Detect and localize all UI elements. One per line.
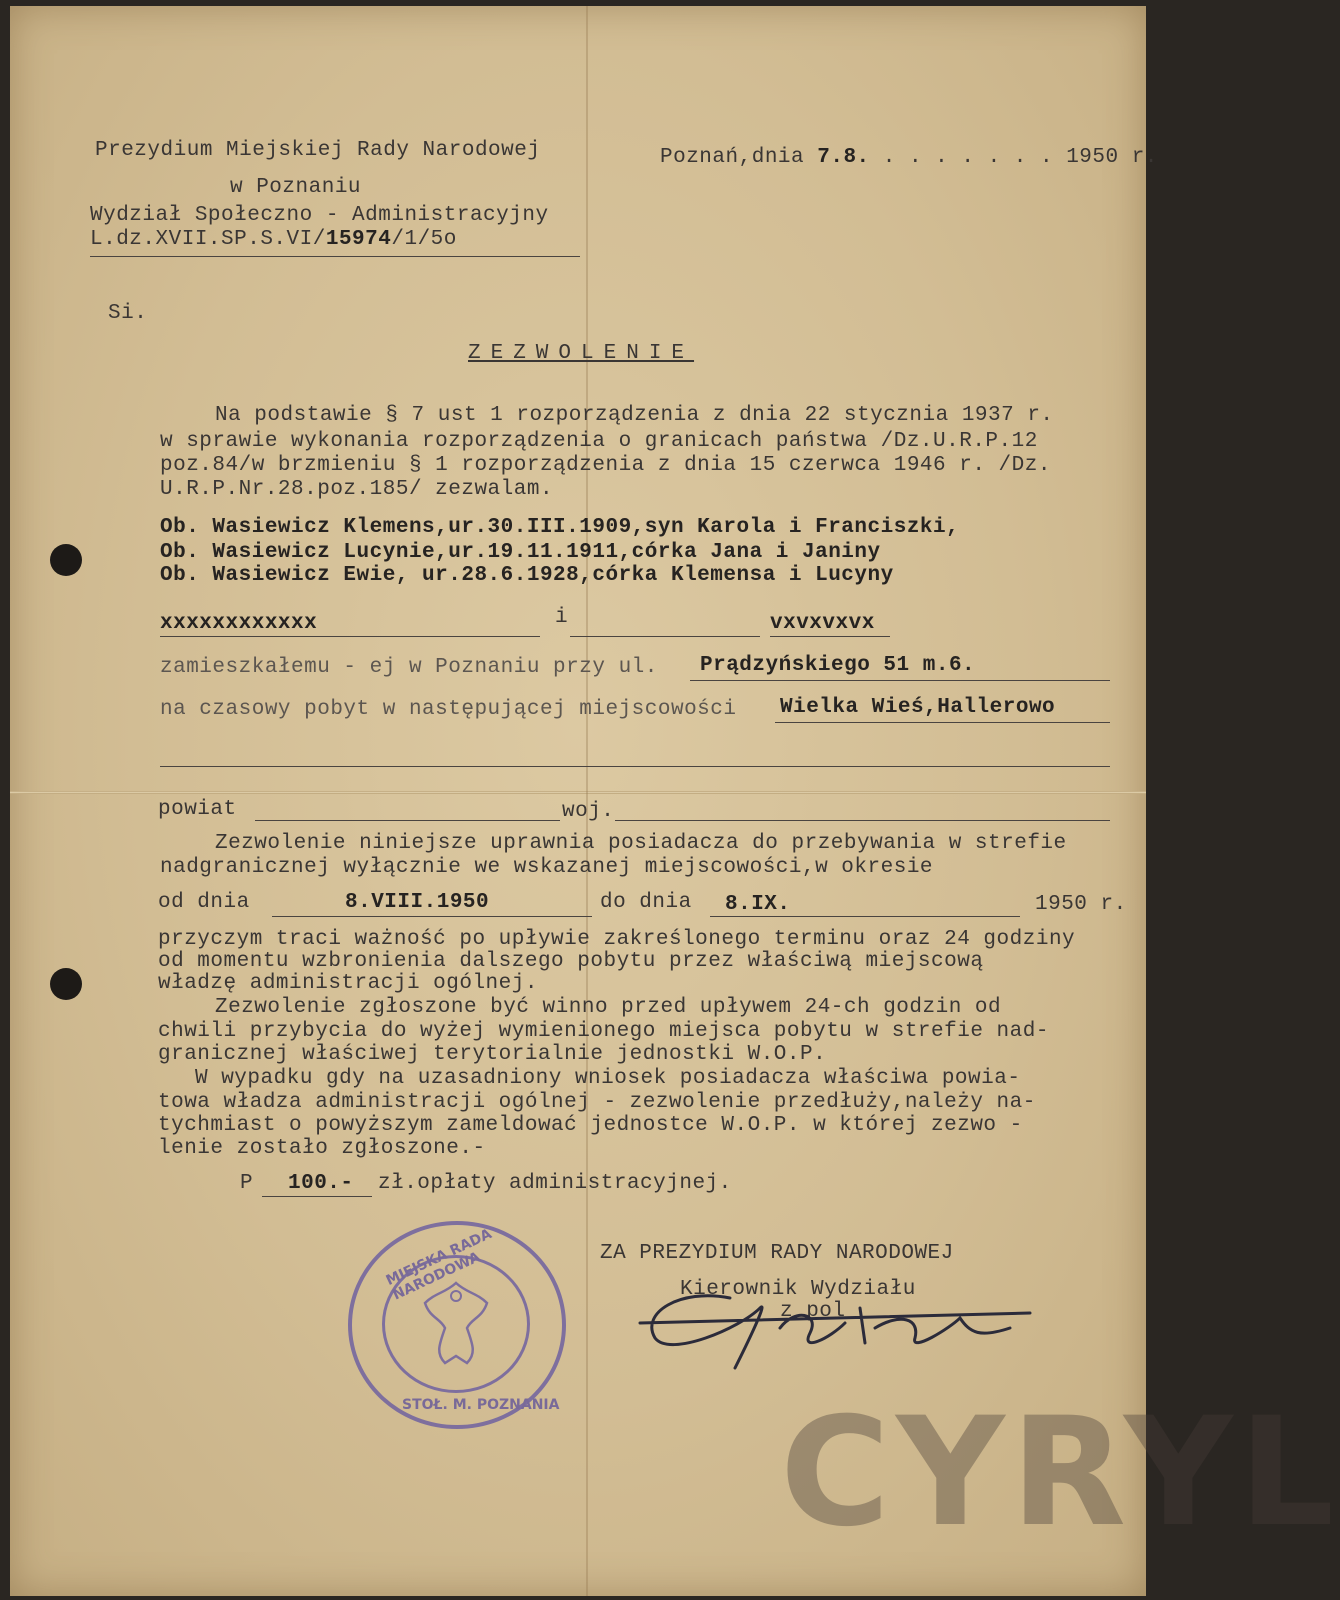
condition-line: granicznej właściwej terytorialnie jednostki W.O.P.: [158, 1043, 827, 1066]
person-entry: Ob. Wasiewicz Lucynie,ur.19.11.1911,córka Jana i Janiny: [160, 541, 881, 564]
condition-line: Zezwolenie zgłoszone być winno przed upływem 24-ch godzin od: [215, 996, 1002, 1019]
seal-outer-text: MIEJSKA RADA NARODOWA: [383, 1226, 495, 1304]
seal-bottom-text: STOŁ. M. POZNANIA: [402, 1397, 560, 1413]
struck-line-right: [770, 636, 890, 637]
struck-line-left: [160, 636, 540, 637]
punch-hole-bottom: [50, 968, 82, 1000]
reference-suffix: /1/5o: [391, 228, 457, 251]
struck-field-mid: i: [555, 606, 569, 629]
condition-line: władzę administracji ogólnej.: [158, 972, 538, 995]
residence-value: Prądzyńskiego 51 m.6.: [700, 654, 976, 677]
mark: Si.: [108, 302, 148, 325]
legal-basis-line: Na podstawie § 7 ust 1 rozporządzenia z dnia 22 stycznia 1937 r.: [215, 404, 1054, 427]
condition-line: przyczym traci ważność po upływie zakreślonego terminu oraz 24 godziny: [158, 928, 1076, 951]
horizontal-fold: [10, 791, 1146, 794]
blank-line: [160, 766, 1110, 767]
place-date-prefix: Poznań,dnia: [660, 146, 805, 169]
condition-line: chwili przybycia do wyżej wymienionego miejsca pobytu w strefie nad-: [158, 1020, 1049, 1043]
residence-underline: [690, 680, 1110, 681]
county-label: powiat: [158, 798, 237, 821]
punch-hole-top: [50, 544, 82, 576]
fee-label: zł.opłaty administracyjnej.: [378, 1172, 732, 1195]
document-sheet: [10, 6, 1340, 1596]
struck-field-left: xxxxxxxxxxxx: [160, 612, 318, 635]
period-year: 1950 r.: [1035, 893, 1127, 916]
institution-line2: w Poznaniu: [230, 176, 362, 199]
official-seal-icon: [348, 1221, 566, 1429]
period-to-value: 8.IX.: [725, 893, 791, 916]
date-year: 1950 r.: [1066, 146, 1158, 169]
legal-basis-line: w sprawie wykonania rozporządzenia o granicach państwa /Dz.U.R.P.12: [160, 430, 1038, 453]
handwritten-signature-icon: [620, 1268, 1060, 1378]
date-day: 7.8.: [817, 146, 870, 169]
reference-underline: [90, 256, 580, 257]
person-entry: Ob. Wasiewicz Ewie, ur.28.6.1928,córka Klemensa i Lucyny: [160, 564, 894, 587]
voivodeship-underline: [615, 820, 1110, 821]
place-date: Poznań,dnia 7.8. . . . . . . . 1950 r.: [660, 146, 1158, 169]
institution-line1: Prezydium Miejskiej Rady Narodowej: [95, 139, 541, 162]
voivodeship-label: woj.: [562, 800, 615, 823]
reference-prefix: L.dz.XVII.SP.S.VI/: [90, 228, 326, 251]
county-underline: [255, 820, 560, 821]
person-entry: Ob. Wasiewicz Klemens,ur.30.III.1909,syn Karola i Franciszki,: [160, 516, 960, 539]
fee-underline: [262, 1196, 372, 1197]
watermark-logo: CYRYL: [780, 1386, 1340, 1560]
condition-line: towa władza administracji ogólnej - zezwolenie przedłuży,należy na-: [158, 1091, 1036, 1114]
stay-value: Wielka Wieś,Hallerowo: [780, 696, 1056, 719]
period-from-underline: [272, 916, 592, 917]
fee-prefix: P: [240, 1172, 254, 1195]
reference-number: [90, 228, 457, 251]
struck-field-right: vxvxvxvx: [770, 612, 875, 635]
period-from-value: 8.VIII.1950: [345, 891, 490, 914]
condition-line: tychmiast o powyższym zameldować jednostce W.O.P. w której zezwo -: [158, 1114, 1023, 1137]
stay-underline: [775, 722, 1110, 723]
legal-basis-line: U.R.P.Nr.28.poz.185/ zezwalam.: [160, 478, 554, 501]
condition-line: lenie zostało zgłoszone.-: [158, 1137, 486, 1160]
period-to-underline: [710, 916, 1020, 917]
struck-line-mid: [570, 636, 760, 637]
period-to-label: do dnia: [600, 891, 692, 914]
residence-label: zamieszkałemu - ej w Poznaniu przy ul.: [160, 656, 658, 679]
signature-line3: z pol: [780, 1300, 846, 1323]
legal-basis-line: poz.84/w brzmieniu § 1 rozporządzenia z dnia 15 czerwca 1946 r. /Dz.: [160, 454, 1051, 477]
condition-line: W wypadku gdy na uzasadniony wniosek posiadacza właściwa powia-: [195, 1067, 1021, 1090]
period-from-label: od dnia: [158, 891, 250, 914]
stay-label: na czasowy pobyt w następującej miejscowości: [160, 698, 737, 721]
signature-line1: ZA PREZYDIUM RADY NARODOWEJ: [600, 1242, 954, 1265]
validity-line: nadgranicznej wyłącznie we wskazanej miejscowości,w okresie: [160, 856, 934, 879]
document-title: ZEZWOLENIE: [468, 342, 695, 365]
condition-line: od momentu wzbronienia dalszego pobytu przez właściwą miejscową: [158, 950, 984, 973]
fee-amount: 100.-: [288, 1172, 354, 1195]
signature-line2: Kierownik Wydziału: [680, 1278, 916, 1301]
reference-value: 15974: [325, 228, 392, 251]
department: Wydział Społeczno - Administracyjny: [90, 204, 549, 227]
validity-line: Zezwolenie niniejsze uprawnia posiadacza do przebywania w strefie: [215, 832, 1067, 855]
